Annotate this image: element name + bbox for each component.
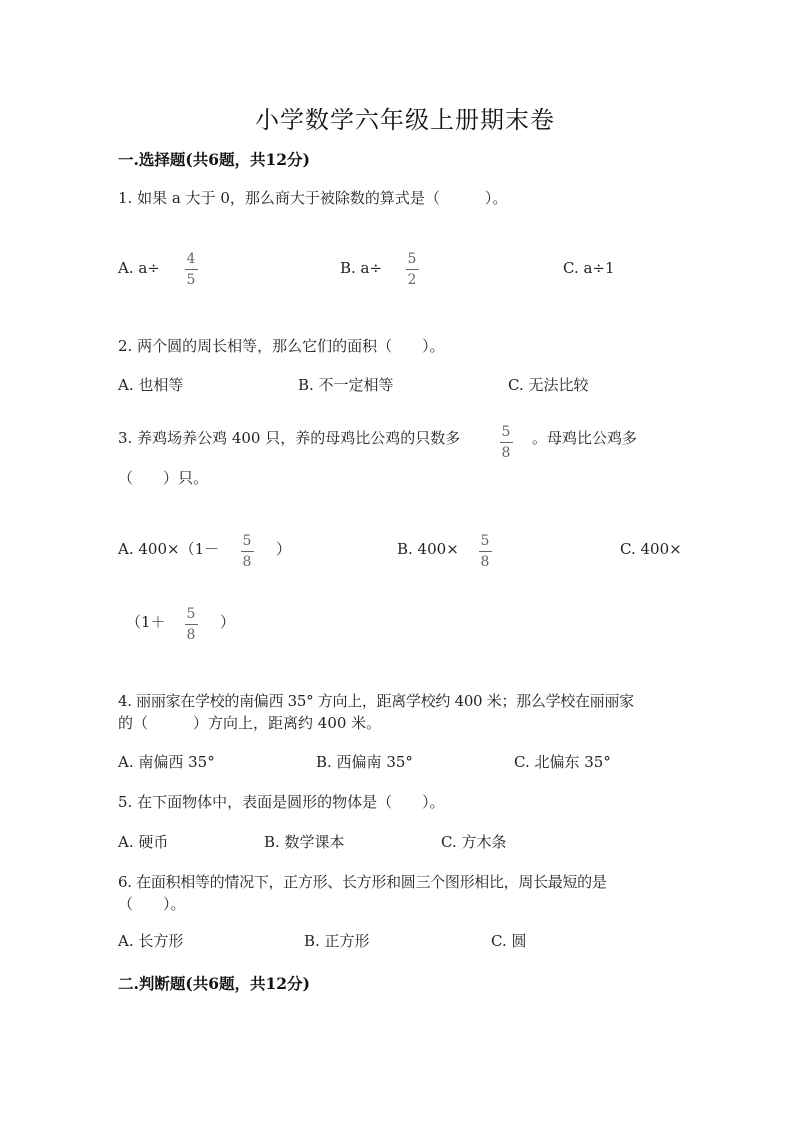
fraction-bar xyxy=(241,551,254,552)
fraction-numerator: 5 xyxy=(407,251,417,267)
question-3-text-part-1: 3. 养鸡场养公鸡 400 只，养的母鸡比公鸡的只数多 xyxy=(118,429,461,447)
question-2-text: 2. 两个圆的周长相等，那么它们的面积（ ）。 xyxy=(118,337,445,355)
fraction-denominator: 5 xyxy=(186,272,196,288)
question-3-option-c-fraction xyxy=(181,606,201,643)
fraction-bar xyxy=(185,269,198,270)
fraction-bar xyxy=(479,551,492,552)
question-3-fraction xyxy=(496,424,516,461)
question-3-option-c-continued: （1＋ xyxy=(126,613,166,631)
question-5-option-c: C. 方木条 xyxy=(441,833,507,851)
question-3-option-b: B. 400× xyxy=(397,540,459,558)
question-6-line-1: 6. 在面积相等的情况下，正方形、长方形和圆三个图形相比，周长最短的是 xyxy=(118,873,607,891)
question-3-text-part-3: （ ）只。 xyxy=(118,469,209,487)
question-6-line-2: （ ）。 xyxy=(118,895,186,913)
question-1-option-a-fraction xyxy=(181,251,201,288)
fraction-numerator: 5 xyxy=(186,606,196,622)
page-title: 小学数学六年级上册期末卷 xyxy=(255,106,555,134)
question-2-option-b: B. 不一定相等 xyxy=(298,376,394,394)
question-6-option-a: A. 长方形 xyxy=(118,932,184,950)
fraction-denominator: 8 xyxy=(480,554,490,570)
question-1-option-a: A. a÷ xyxy=(118,259,160,277)
fraction-bar xyxy=(185,624,198,625)
question-1-option-c: C. a÷1 xyxy=(563,259,615,277)
question-3-option-a-suffix: ） xyxy=(276,540,292,558)
question-3-option-a-fraction xyxy=(237,533,257,570)
fraction-numerator: 4 xyxy=(186,251,196,267)
fraction-denominator: 8 xyxy=(242,554,252,570)
question-6-option-c: C. 圆 xyxy=(491,932,527,950)
question-6-option-b: B. 正方形 xyxy=(304,932,370,950)
question-5-option-a: A. 硬币 xyxy=(118,833,169,851)
fraction-numerator: 5 xyxy=(501,424,511,440)
question-4-option-b: B. 西偏南 35° xyxy=(316,753,413,771)
section-heading-true-false: 二.判断题(共6题，共12分) xyxy=(118,974,310,993)
question-1-option-b-fraction xyxy=(402,251,422,288)
fraction-numerator: 5 xyxy=(480,533,490,549)
fraction-bar xyxy=(406,269,419,270)
question-5-option-b: B. 数学课本 xyxy=(264,833,345,851)
question-4-line-2: 的（ ）方向上，距离约 400 米。 xyxy=(118,714,382,732)
question-3-option-c: C. 400× xyxy=(620,540,682,558)
section-heading-choice: 一.选择题(共6题，共12分) xyxy=(118,150,310,169)
fraction-denominator: 2 xyxy=(407,272,417,288)
question-2-option-c: C. 无法比较 xyxy=(508,376,589,394)
question-4-option-c: C. 北偏东 35° xyxy=(514,753,611,771)
question-1-option-b: B. a÷ xyxy=(340,259,383,277)
question-3-text-part-2: 。母鸡比公鸡多 xyxy=(532,429,638,447)
question-5-text: 5. 在下面物体中，表面是圆形的物体是（ ）。 xyxy=(118,793,445,811)
question-2-option-a: A. 也相等 xyxy=(118,376,184,394)
option-a-prefix: A. 400×（1－ xyxy=(118,540,220,558)
fraction-denominator: 8 xyxy=(186,627,196,643)
question-1-text: 1. 如果 a 大于 0，那么商大于被除数的算式是（ ）。 xyxy=(118,189,508,207)
question-3-option-b-fraction xyxy=(475,533,495,570)
fraction-denominator: 8 xyxy=(501,445,511,461)
question-4-option-a: A. 南偏西 35° xyxy=(118,753,215,771)
fraction-bar xyxy=(500,442,513,443)
fraction-numerator: 5 xyxy=(242,533,252,549)
question-3-option-c-suffix: ） xyxy=(220,613,236,631)
question-4-line-1: 4. 丽丽家在学校的南偏西 35° 方向上，距离学校约 400 米；那么学校在丽丽家 xyxy=(118,692,634,710)
question-3-option-a xyxy=(118,538,219,560)
